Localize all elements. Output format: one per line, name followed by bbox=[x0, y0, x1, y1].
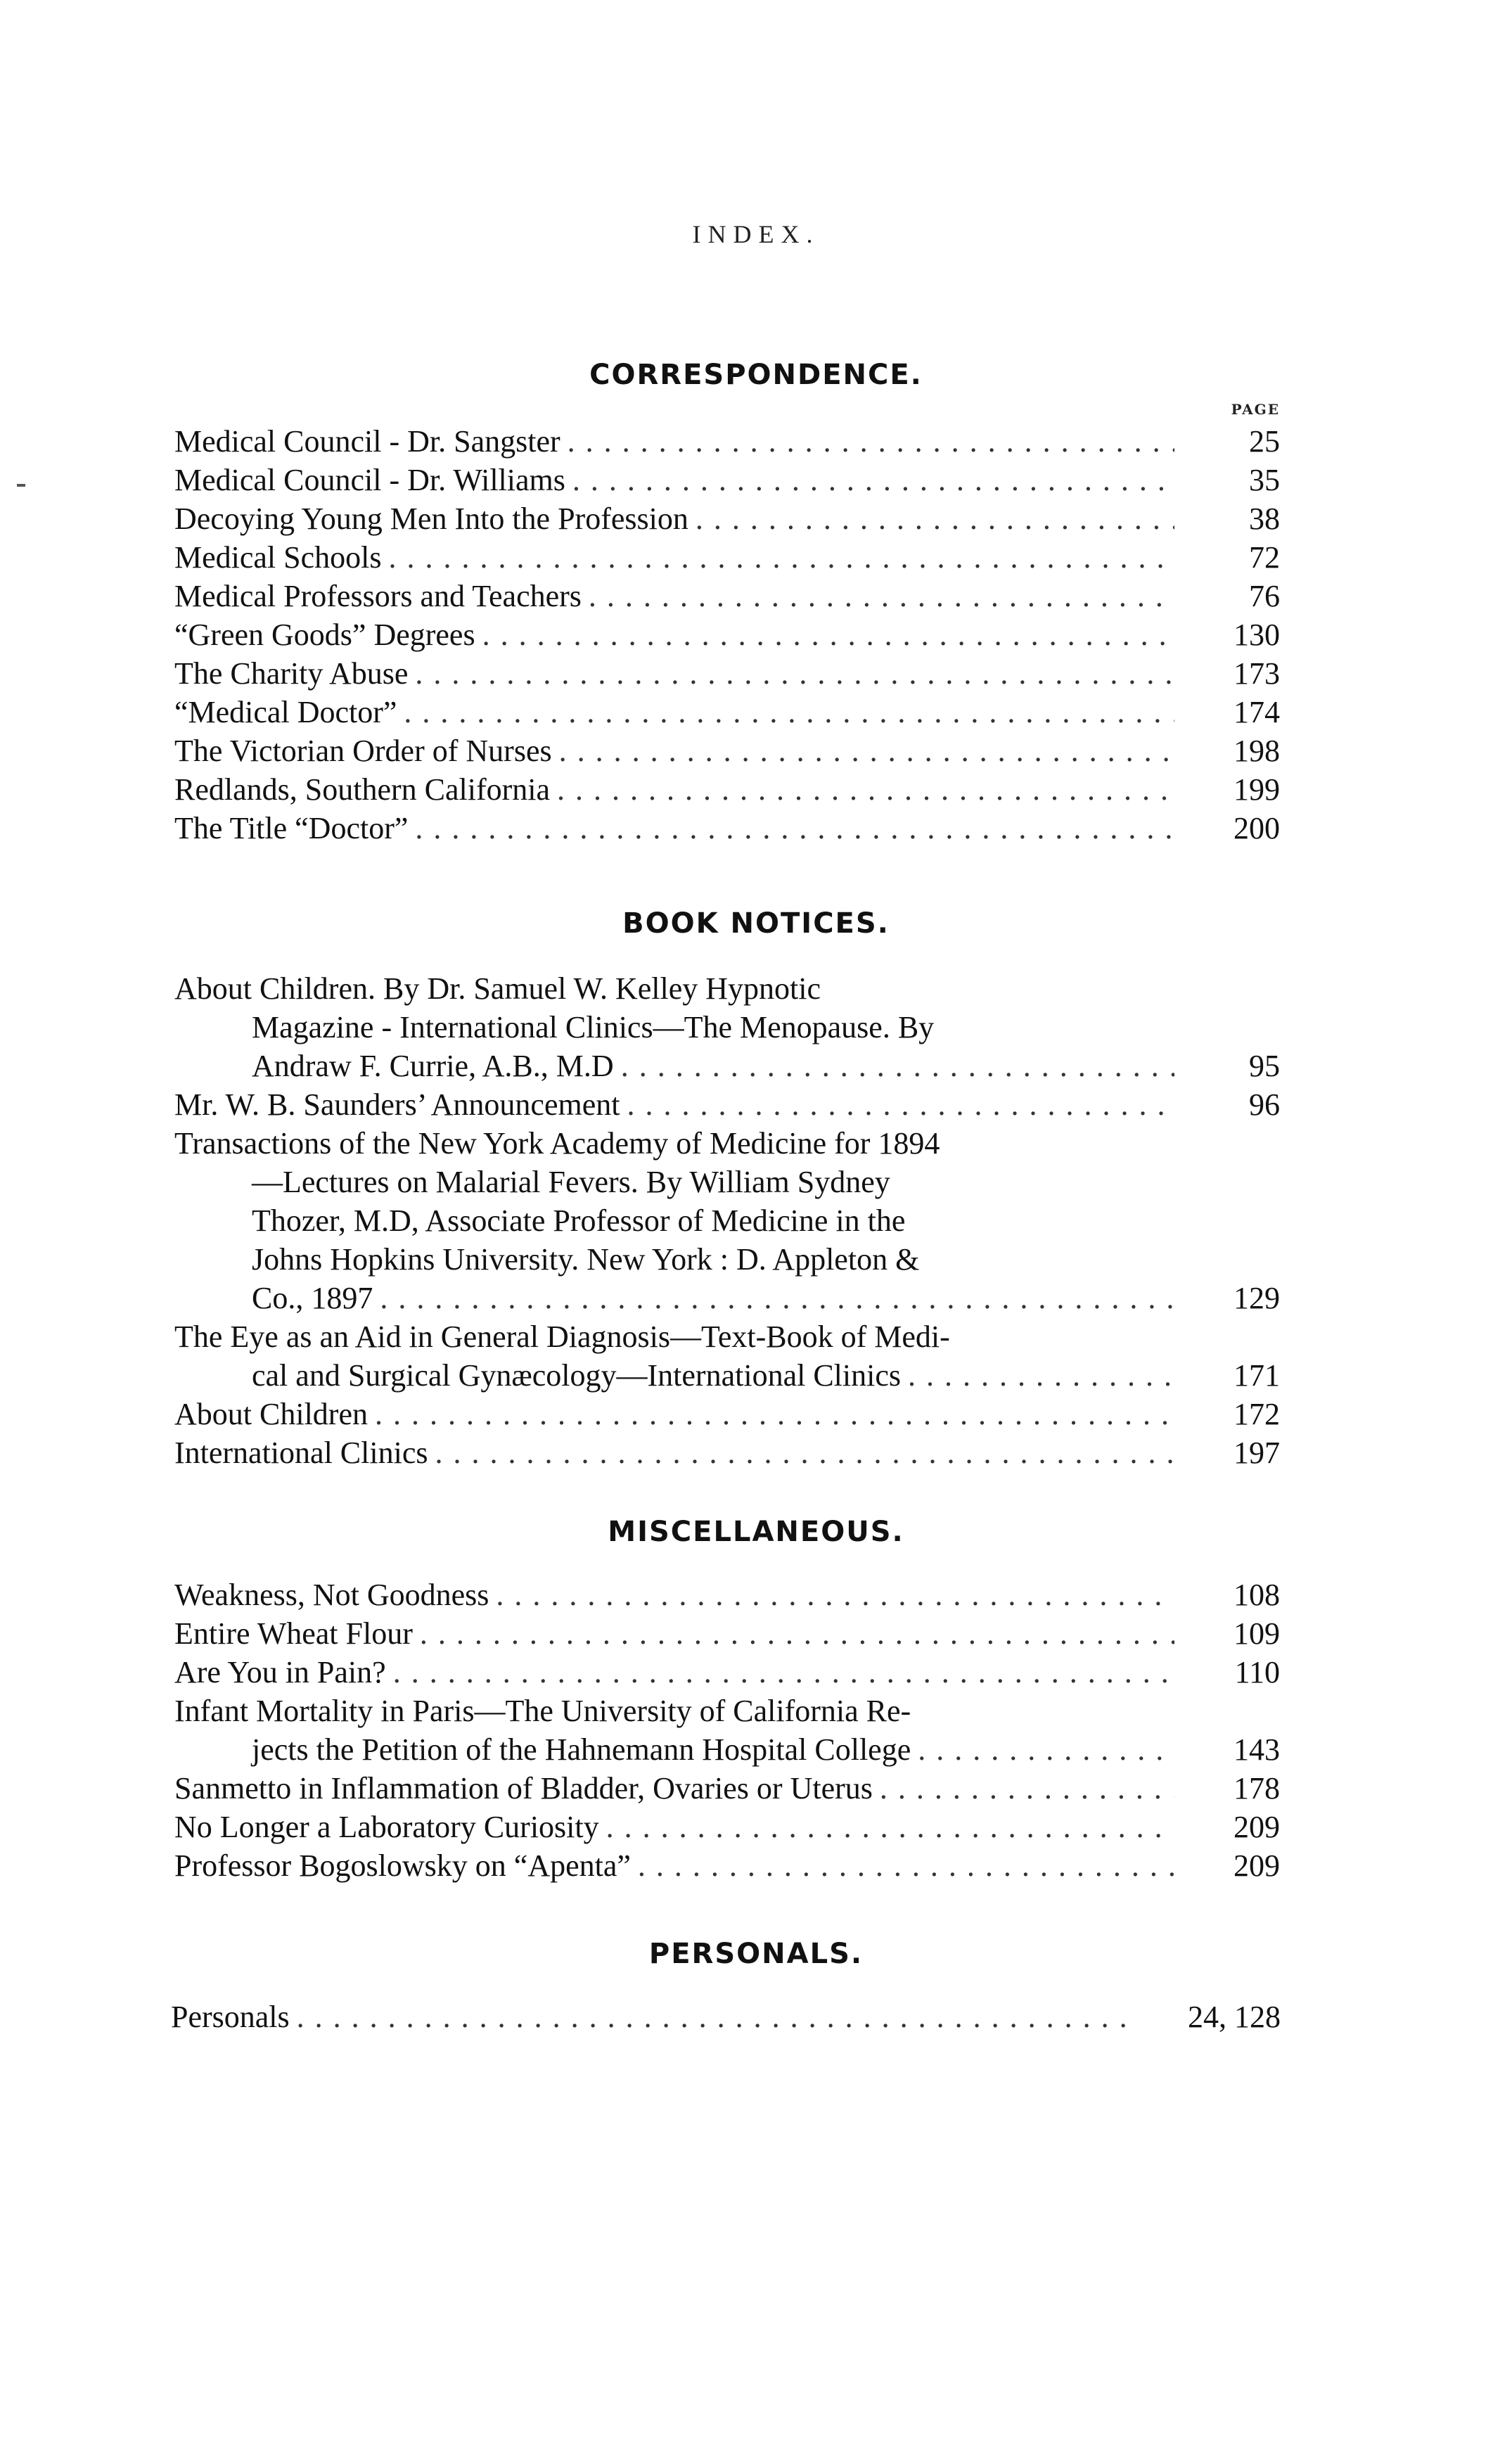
entry-page: 35 bbox=[1249, 463, 1280, 497]
entry-page: 143 bbox=[1234, 1732, 1280, 1767]
index-entry-line bbox=[174, 1279, 1280, 1317]
entry-page: 171 bbox=[1234, 1358, 1280, 1393]
index-entry bbox=[174, 1653, 1280, 1692]
entry-title: Decoying Young Men Into the Profession bbox=[174, 501, 688, 536]
leader-dots bbox=[393, 1653, 1174, 1692]
leader-dots bbox=[572, 461, 1174, 499]
leader-dots bbox=[559, 731, 1174, 770]
leader-dots bbox=[606, 1808, 1174, 1846]
entry-page: 25 bbox=[1249, 424, 1280, 459]
entry-text: Transactions of the New York Academy of Medicine for 1894 bbox=[174, 1126, 940, 1161]
leader-dots bbox=[435, 1433, 1174, 1472]
entry-text: Magazine - International Clinics—The Menopause. By bbox=[252, 1010, 935, 1044]
leader-dots bbox=[297, 1998, 1133, 2036]
personals-list bbox=[171, 1998, 1281, 2036]
leader-dots bbox=[918, 1730, 1174, 1769]
entry-page: 174 bbox=[1234, 695, 1280, 729]
index-entry bbox=[171, 1998, 1281, 2036]
entry-text: Johns Hopkins University. New York : D. Appleton & bbox=[252, 1242, 920, 1277]
index-entry bbox=[174, 538, 1280, 577]
entry-title: The Title “Doctor” bbox=[174, 811, 409, 845]
leader-dots bbox=[627, 1085, 1174, 1124]
index-entry-line bbox=[174, 1356, 1280, 1395]
leader-dots bbox=[589, 577, 1174, 615]
entry-page: 209 bbox=[1234, 1848, 1280, 1883]
entry-title: Medical Professors and Teachers bbox=[174, 579, 582, 613]
entry-page: 197 bbox=[1234, 1436, 1280, 1470]
entry-text: jects the Petition of the Hahnemann Hospital College bbox=[252, 1732, 911, 1767]
entry-text: About Children. By Dr. Samuel W. Kelley Hypnotic bbox=[174, 971, 821, 1006]
entry-page: 72 bbox=[1249, 540, 1280, 575]
index-entry bbox=[174, 1846, 1280, 1885]
entry-text: Weakness, Not Goodness bbox=[174, 1578, 489, 1612]
index-entry bbox=[174, 1769, 1280, 1808]
entry-text: Sanmetto in Inflammation of Bladder, Ovaries or Uterus bbox=[174, 1771, 873, 1806]
entry-text: No Longer a Laboratory Curiosity bbox=[174, 1810, 599, 1844]
index-entry bbox=[174, 461, 1280, 499]
index-entry bbox=[174, 1395, 1280, 1433]
index-entry-line bbox=[174, 1008, 1280, 1047]
entry-page: 109 bbox=[1234, 1616, 1280, 1651]
leader-dots bbox=[880, 1769, 1174, 1808]
entry-page: 24, 128 bbox=[1188, 2000, 1281, 2034]
index-entry bbox=[174, 422, 1280, 461]
index-entry-line bbox=[174, 969, 1280, 1008]
index-entry-line bbox=[174, 1124, 1280, 1163]
entry-page: 76 bbox=[1249, 579, 1280, 613]
book-notices-list bbox=[174, 969, 1280, 1472]
leader-dots bbox=[404, 693, 1174, 731]
entry-text: cal and Surgical Gynæcology—International Clinics bbox=[252, 1358, 901, 1393]
entry-page: 200 bbox=[1234, 811, 1280, 845]
index-entry-line bbox=[174, 1692, 1280, 1730]
entry-title: Medical Council - Dr. Sangster bbox=[174, 424, 560, 459]
entry-text: Co., 1897 bbox=[252, 1281, 373, 1315]
entry-page: 172 bbox=[1234, 1397, 1280, 1431]
leader-dots bbox=[568, 422, 1174, 461]
leader-dots bbox=[389, 538, 1174, 577]
miscellaneous-list bbox=[174, 1576, 1280, 1885]
index-entry bbox=[174, 615, 1280, 654]
leader-dots bbox=[696, 499, 1174, 538]
entry-text: Andraw F. Currie, A.B., M.D bbox=[252, 1049, 614, 1083]
entry-page: 199 bbox=[1234, 772, 1280, 807]
index-entry bbox=[174, 1576, 1280, 1614]
entry-page: 96 bbox=[1249, 1087, 1280, 1122]
entry-page: 173 bbox=[1234, 656, 1280, 691]
entry-title: “Green Goods” Degrees bbox=[174, 618, 475, 652]
leader-dots bbox=[375, 1395, 1174, 1433]
entry-text: The Eye as an Aid in General Diagnosis—Text-Book of Medi- bbox=[174, 1319, 950, 1354]
page-column-heading: PAGE bbox=[1231, 401, 1280, 418]
entry-page: 38 bbox=[1249, 501, 1280, 536]
index-entry-line bbox=[174, 1240, 1280, 1279]
section-heading-miscellaneous: MISCELLANEOUS. bbox=[608, 1516, 904, 1548]
leader-dots bbox=[496, 1576, 1174, 1614]
index-entry bbox=[174, 654, 1280, 693]
index-entry-line bbox=[174, 1730, 1280, 1769]
index-entry bbox=[174, 770, 1280, 809]
leader-dots bbox=[415, 809, 1174, 848]
entry-page: 110 bbox=[1234, 1655, 1280, 1689]
entry-page: 129 bbox=[1234, 1281, 1280, 1315]
leader-dots bbox=[482, 615, 1174, 654]
entry-text: Infant Mortality in Paris—The University of California Re- bbox=[174, 1694, 911, 1728]
entry-text: About Children bbox=[174, 1397, 368, 1431]
section-heading-book-notices: BOOK NOTICES. bbox=[622, 907, 890, 940]
entry-page: 209 bbox=[1234, 1810, 1280, 1844]
leader-dots bbox=[557, 770, 1174, 809]
entry-title: Personals bbox=[171, 2000, 290, 2034]
entry-title: The Victorian Order of Nurses bbox=[174, 734, 552, 768]
index-entry bbox=[174, 1808, 1280, 1846]
entry-title: The Charity Abuse bbox=[174, 656, 409, 691]
entry-text: —Lectures on Malarial Fevers. By William Sydney bbox=[252, 1165, 890, 1199]
entry-text: Mr. W. B. Saunders’ Announcement bbox=[174, 1087, 620, 1122]
index-entry-line bbox=[174, 1047, 1280, 1085]
leader-dots bbox=[380, 1279, 1174, 1317]
entry-text: Are You in Pain? bbox=[174, 1655, 386, 1689]
entry-text: Thozer, M.D, Associate Professor of Medicine in the bbox=[252, 1203, 906, 1238]
entry-page: 178 bbox=[1234, 1771, 1280, 1806]
correspondence-list bbox=[174, 422, 1280, 848]
entry-text: Entire Wheat Flour bbox=[174, 1616, 413, 1651]
leader-dots bbox=[908, 1356, 1174, 1395]
leader-dots bbox=[638, 1846, 1174, 1885]
page-title: INDEX. bbox=[692, 220, 820, 248]
entry-text: International Clinics bbox=[174, 1436, 428, 1470]
entry-page: 108 bbox=[1234, 1578, 1280, 1612]
index-entry bbox=[174, 499, 1280, 538]
entry-title: Medical Council - Dr. Williams bbox=[174, 463, 565, 497]
entry-title: Medical Schools bbox=[174, 540, 382, 575]
entry-page: 198 bbox=[1234, 734, 1280, 768]
entry-text: Professor Bogoslowsky on “Apenta” bbox=[174, 1848, 631, 1883]
leader-dots bbox=[415, 654, 1174, 693]
index-entry bbox=[174, 1085, 1280, 1124]
entry-page: 130 bbox=[1234, 618, 1280, 652]
leader-dots bbox=[621, 1047, 1174, 1085]
index-entry bbox=[174, 809, 1280, 848]
index-entry bbox=[174, 731, 1280, 770]
entry-title: “Medical Doctor” bbox=[174, 695, 397, 729]
section-heading-correspondence: CORRESPONDENCE. bbox=[589, 359, 923, 391]
index-entry bbox=[174, 1433, 1280, 1472]
index-entry bbox=[174, 693, 1280, 731]
leader-dots bbox=[420, 1614, 1174, 1653]
entry-title: Redlands, Southern California bbox=[174, 772, 551, 807]
scan-mark bbox=[17, 484, 25, 487]
index-entry-line bbox=[174, 1201, 1280, 1240]
section-heading-personals: PERSONALS. bbox=[648, 1938, 864, 1970]
entry-page: 95 bbox=[1249, 1049, 1280, 1083]
index-entry-line bbox=[174, 1163, 1280, 1201]
index-entry-line bbox=[174, 1317, 1280, 1356]
index-entry bbox=[174, 577, 1280, 615]
index-entry bbox=[174, 1614, 1280, 1653]
